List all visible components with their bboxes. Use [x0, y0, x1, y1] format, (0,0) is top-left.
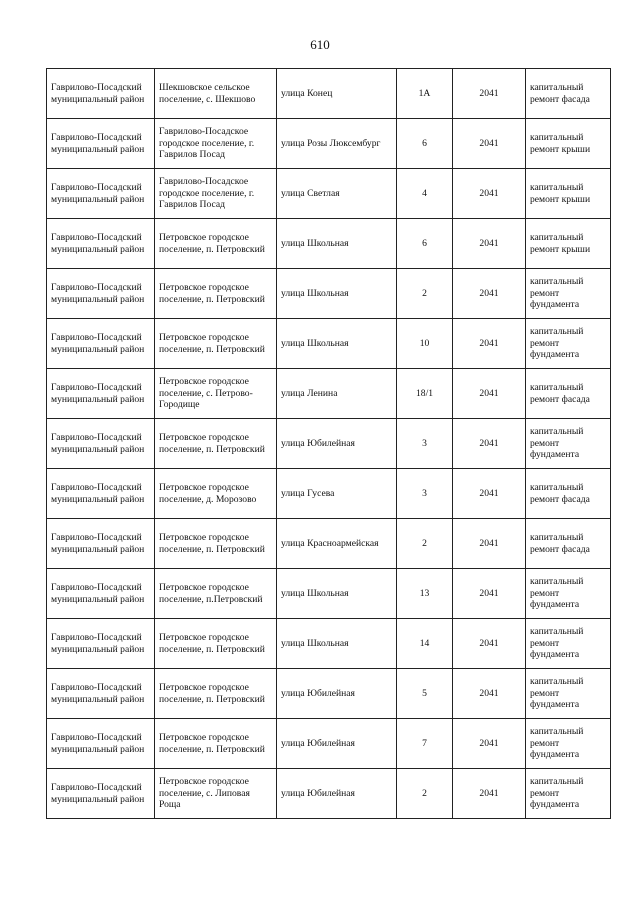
house-number-cell: 3	[397, 469, 453, 519]
year-cell: 2041	[453, 569, 526, 619]
district-cell: Гаврилово-Посадский муниципальный район	[47, 769, 155, 819]
house-number-cell: 13	[397, 569, 453, 619]
settlement-cell: Гаврилово-Посадское городское поселение, г. Гаврилов Посад	[155, 119, 277, 169]
table-body	[47, 69, 611, 819]
district-cell: Гаврилово-Посадский муниципальный район	[47, 369, 155, 419]
settlement-cell: Гаврилово-Посадское городское поселение, г. Гаврилов Посад	[155, 169, 277, 219]
table-row	[47, 319, 611, 369]
page-number: 610	[310, 37, 330, 52]
house-number-cell: 5	[397, 669, 453, 719]
district-cell: Гаврилово-Посадский муниципальный район	[47, 719, 155, 769]
district-cell: Гаврилово-Посадский муниципальный район	[47, 469, 155, 519]
work-type-cell: капитальный ремонт фундамента	[526, 669, 611, 719]
district-cell: Гаврилово-Посадский муниципальный район	[47, 669, 155, 719]
district-cell: Гаврилово-Посадский муниципальный район	[47, 219, 155, 269]
work-type-cell: капитальный ремонт фундамента	[526, 619, 611, 669]
settlement-cell: Петровское городское поселение, д. Морозово	[155, 469, 277, 519]
settlement-cell: Петровское городское поселение, п. Петровский	[155, 269, 277, 319]
table-row	[47, 69, 611, 119]
year-cell: 2041	[453, 519, 526, 569]
work-type-cell: капитальный ремонт фундамента	[526, 419, 611, 469]
work-type-cell: капитальный ремонт фундамента	[526, 719, 611, 769]
work-type-cell: капитальный ремонт крыши	[526, 219, 611, 269]
table-row	[47, 719, 611, 769]
work-type-cell: капитальный ремонт фасада	[526, 69, 611, 119]
work-type-cell: капитальный ремонт фасада	[526, 369, 611, 419]
settlement-cell: Петровское городское поселение, п. Петровский	[155, 419, 277, 469]
house-number-cell: 4	[397, 169, 453, 219]
district-cell: Гаврилово-Посадский муниципальный район	[47, 619, 155, 669]
house-number-cell: 1А	[397, 69, 453, 119]
house-number-cell: 6	[397, 119, 453, 169]
house-number-cell: 2	[397, 269, 453, 319]
district-cell: Гаврилово-Посадский муниципальный район	[47, 319, 155, 369]
settlement-cell: Петровское городское поселение, п. Петровский	[155, 319, 277, 369]
street-cell: улица Гусева	[277, 469, 397, 519]
house-number-cell: 7	[397, 719, 453, 769]
table-row	[47, 219, 611, 269]
year-cell: 2041	[453, 769, 526, 819]
street-cell: улица Школьная	[277, 319, 397, 369]
year-cell: 2041	[453, 169, 526, 219]
street-cell: улица Розы Люксембург	[277, 119, 397, 169]
settlement-cell: Петровское городское поселение, п. Петровский	[155, 719, 277, 769]
house-number-cell: 10	[397, 319, 453, 369]
district-cell: Гаврилово-Посадский муниципальный район	[47, 119, 155, 169]
work-type-cell: капитальный ремонт фундамента	[526, 319, 611, 369]
street-cell: улица Школьная	[277, 269, 397, 319]
street-cell: улица Юбилейная	[277, 419, 397, 469]
district-cell: Гаврилово-Посадский муниципальный район	[47, 569, 155, 619]
table-row	[47, 569, 611, 619]
district-cell: Гаврилово-Посадский муниципальный район	[47, 519, 155, 569]
settlement-cell: Петровское городское поселение, с. Липовая Роща	[155, 769, 277, 819]
year-cell: 2041	[453, 319, 526, 369]
work-type-cell: капитальный ремонт фасада	[526, 469, 611, 519]
work-type-cell: капитальный ремонт фасада	[526, 519, 611, 569]
house-number-cell: 2	[397, 769, 453, 819]
table-row	[47, 619, 611, 669]
year-cell: 2041	[453, 669, 526, 719]
table-row	[47, 469, 611, 519]
year-cell: 2041	[453, 269, 526, 319]
work-type-cell: капитальный ремонт фундамента	[526, 569, 611, 619]
table-row	[47, 669, 611, 719]
house-number-cell: 3	[397, 419, 453, 469]
work-type-cell: капитальный ремонт крыши	[526, 119, 611, 169]
street-cell: улица Конец	[277, 69, 397, 119]
district-cell: Гаврилово-Посадский муниципальный район	[47, 69, 155, 119]
district-cell: Гаврилово-Посадский муниципальный район	[47, 269, 155, 319]
street-cell: улица Школьная	[277, 619, 397, 669]
table-row	[47, 419, 611, 469]
table-row	[47, 369, 611, 419]
district-cell: Гаврилово-Посадский муниципальный район	[47, 419, 155, 469]
work-type-cell: капитальный ремонт крыши	[526, 169, 611, 219]
street-cell: улица Школьная	[277, 569, 397, 619]
year-cell: 2041	[453, 419, 526, 469]
street-cell: улица Юбилейная	[277, 769, 397, 819]
house-number-cell: 18/1	[397, 369, 453, 419]
year-cell: 2041	[453, 119, 526, 169]
year-cell: 2041	[453, 219, 526, 269]
settlement-cell: Шекшовское сельское поселение, с. Шекшово	[155, 69, 277, 119]
year-cell: 2041	[453, 719, 526, 769]
table-row	[47, 119, 611, 169]
settlement-cell: Петровское городское поселение, п. Петровский	[155, 519, 277, 569]
year-cell: 2041	[453, 469, 526, 519]
table-row	[47, 269, 611, 319]
table-row	[47, 519, 611, 569]
year-cell: 2041	[453, 619, 526, 669]
settlement-cell: Петровское городское поселение, с. Петрово-Городище	[155, 369, 277, 419]
street-cell: улица Светлая	[277, 169, 397, 219]
year-cell: 2041	[453, 369, 526, 419]
table-row	[47, 169, 611, 219]
house-number-cell: 6	[397, 219, 453, 269]
street-cell: улица Красноармейская	[277, 519, 397, 569]
street-cell: улица Школьная	[277, 219, 397, 269]
house-number-cell: 14	[397, 619, 453, 669]
settlement-cell: Петровское городское поселение, п. Петровский	[155, 219, 277, 269]
settlement-cell: Петровское городское поселение, п.Петровский	[155, 569, 277, 619]
repair-schedule-table	[46, 68, 611, 819]
work-type-cell: капитальный ремонт фундамента	[526, 269, 611, 319]
street-cell: улица Юбилейная	[277, 719, 397, 769]
street-cell: улица Ленина	[277, 369, 397, 419]
work-type-cell: капитальный ремонт фундамента	[526, 769, 611, 819]
table-row	[47, 769, 611, 819]
year-cell: 2041	[453, 69, 526, 119]
house-number-cell: 2	[397, 519, 453, 569]
settlement-cell: Петровское городское поселение, п. Петровский	[155, 619, 277, 669]
settlement-cell: Петровское городское поселение, п. Петровский	[155, 669, 277, 719]
district-cell: Гаврилово-Посадский муниципальный район	[47, 169, 155, 219]
street-cell: улица Юбилейная	[277, 669, 397, 719]
